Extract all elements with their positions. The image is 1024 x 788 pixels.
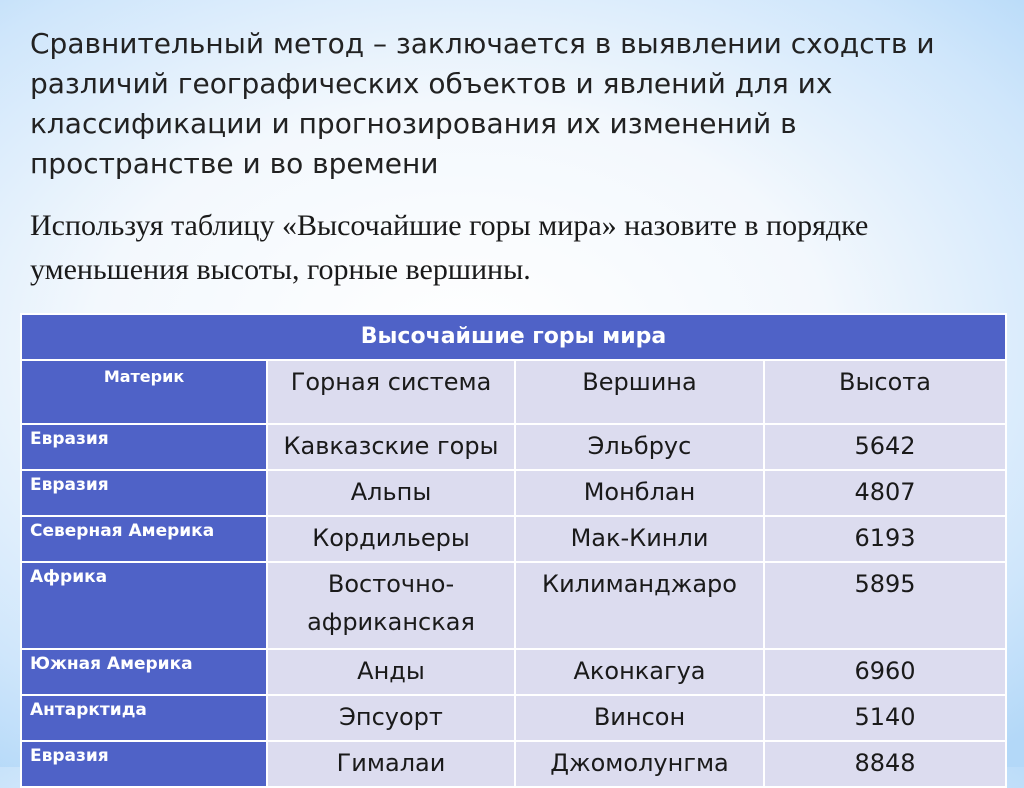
cell-height: 4807 (764, 470, 1006, 516)
table-header-row (21, 360, 1006, 424)
cell-peak: Винсон (515, 695, 764, 741)
cell-system: Гималаи (267, 741, 515, 787)
cell-system: Кордильеры (267, 516, 515, 562)
table-row (21, 741, 1006, 787)
table-title: Высочайшие горы мира (21, 314, 1006, 360)
cell-system: Кавказские горы (267, 424, 515, 470)
cell-system: Эпсуорт (267, 695, 515, 741)
cell-continent: Антарктида (21, 695, 267, 741)
cell-height: 8848 (764, 741, 1006, 787)
table-row (21, 470, 1006, 516)
cell-peak: Эльбрус (515, 424, 764, 470)
cell-height: 5642 (764, 424, 1006, 470)
cell-continent: Северная Америка (21, 516, 267, 562)
table-row (21, 424, 1006, 470)
cell-system: Анды (267, 649, 515, 695)
table-row (21, 649, 1006, 695)
cell-system: Восточно-африканская (267, 562, 515, 649)
header-peak: Вершина (515, 360, 764, 424)
header-continent: Материк (21, 360, 267, 424)
cell-height: 5140 (764, 695, 1006, 741)
table-row (21, 562, 1006, 649)
cell-peak: Мак-Кинли (515, 516, 764, 562)
cell-continent: Африка (21, 562, 267, 649)
mountains-table (20, 313, 1007, 788)
cell-continent: Евразия (21, 470, 267, 516)
table-row (21, 516, 1006, 562)
cell-peak: Джомолунгма (515, 741, 764, 787)
table-row (21, 695, 1006, 741)
cell-peak: Монблан (515, 470, 764, 516)
header-system: Горная система (267, 360, 515, 424)
cell-height: 6960 (764, 649, 1006, 695)
task-text: Используя таблицу «Высочайшие горы мира» назовите в порядке уменьшения высоты, горные вершины. (30, 209, 869, 286)
cell-height: 6193 (764, 516, 1006, 562)
cell-system: Альпы (267, 470, 515, 516)
slide-heading: Сравнительный метод – заключается в выявлении сходств и различий географических объектов и явлений для их классификации и прогнозирования их изменений в пространстве и во времени (30, 27, 935, 180)
cell-continent: Евразия (21, 741, 267, 787)
cell-continent: Южная Америка (21, 649, 267, 695)
cell-peak: Килиманджаро (515, 562, 764, 649)
cell-continent: Евразия (21, 424, 267, 470)
cell-peak: Аконкагуа (515, 649, 764, 695)
header-height: Высота (764, 360, 1006, 424)
cell-height: 5895 (764, 562, 1006, 649)
